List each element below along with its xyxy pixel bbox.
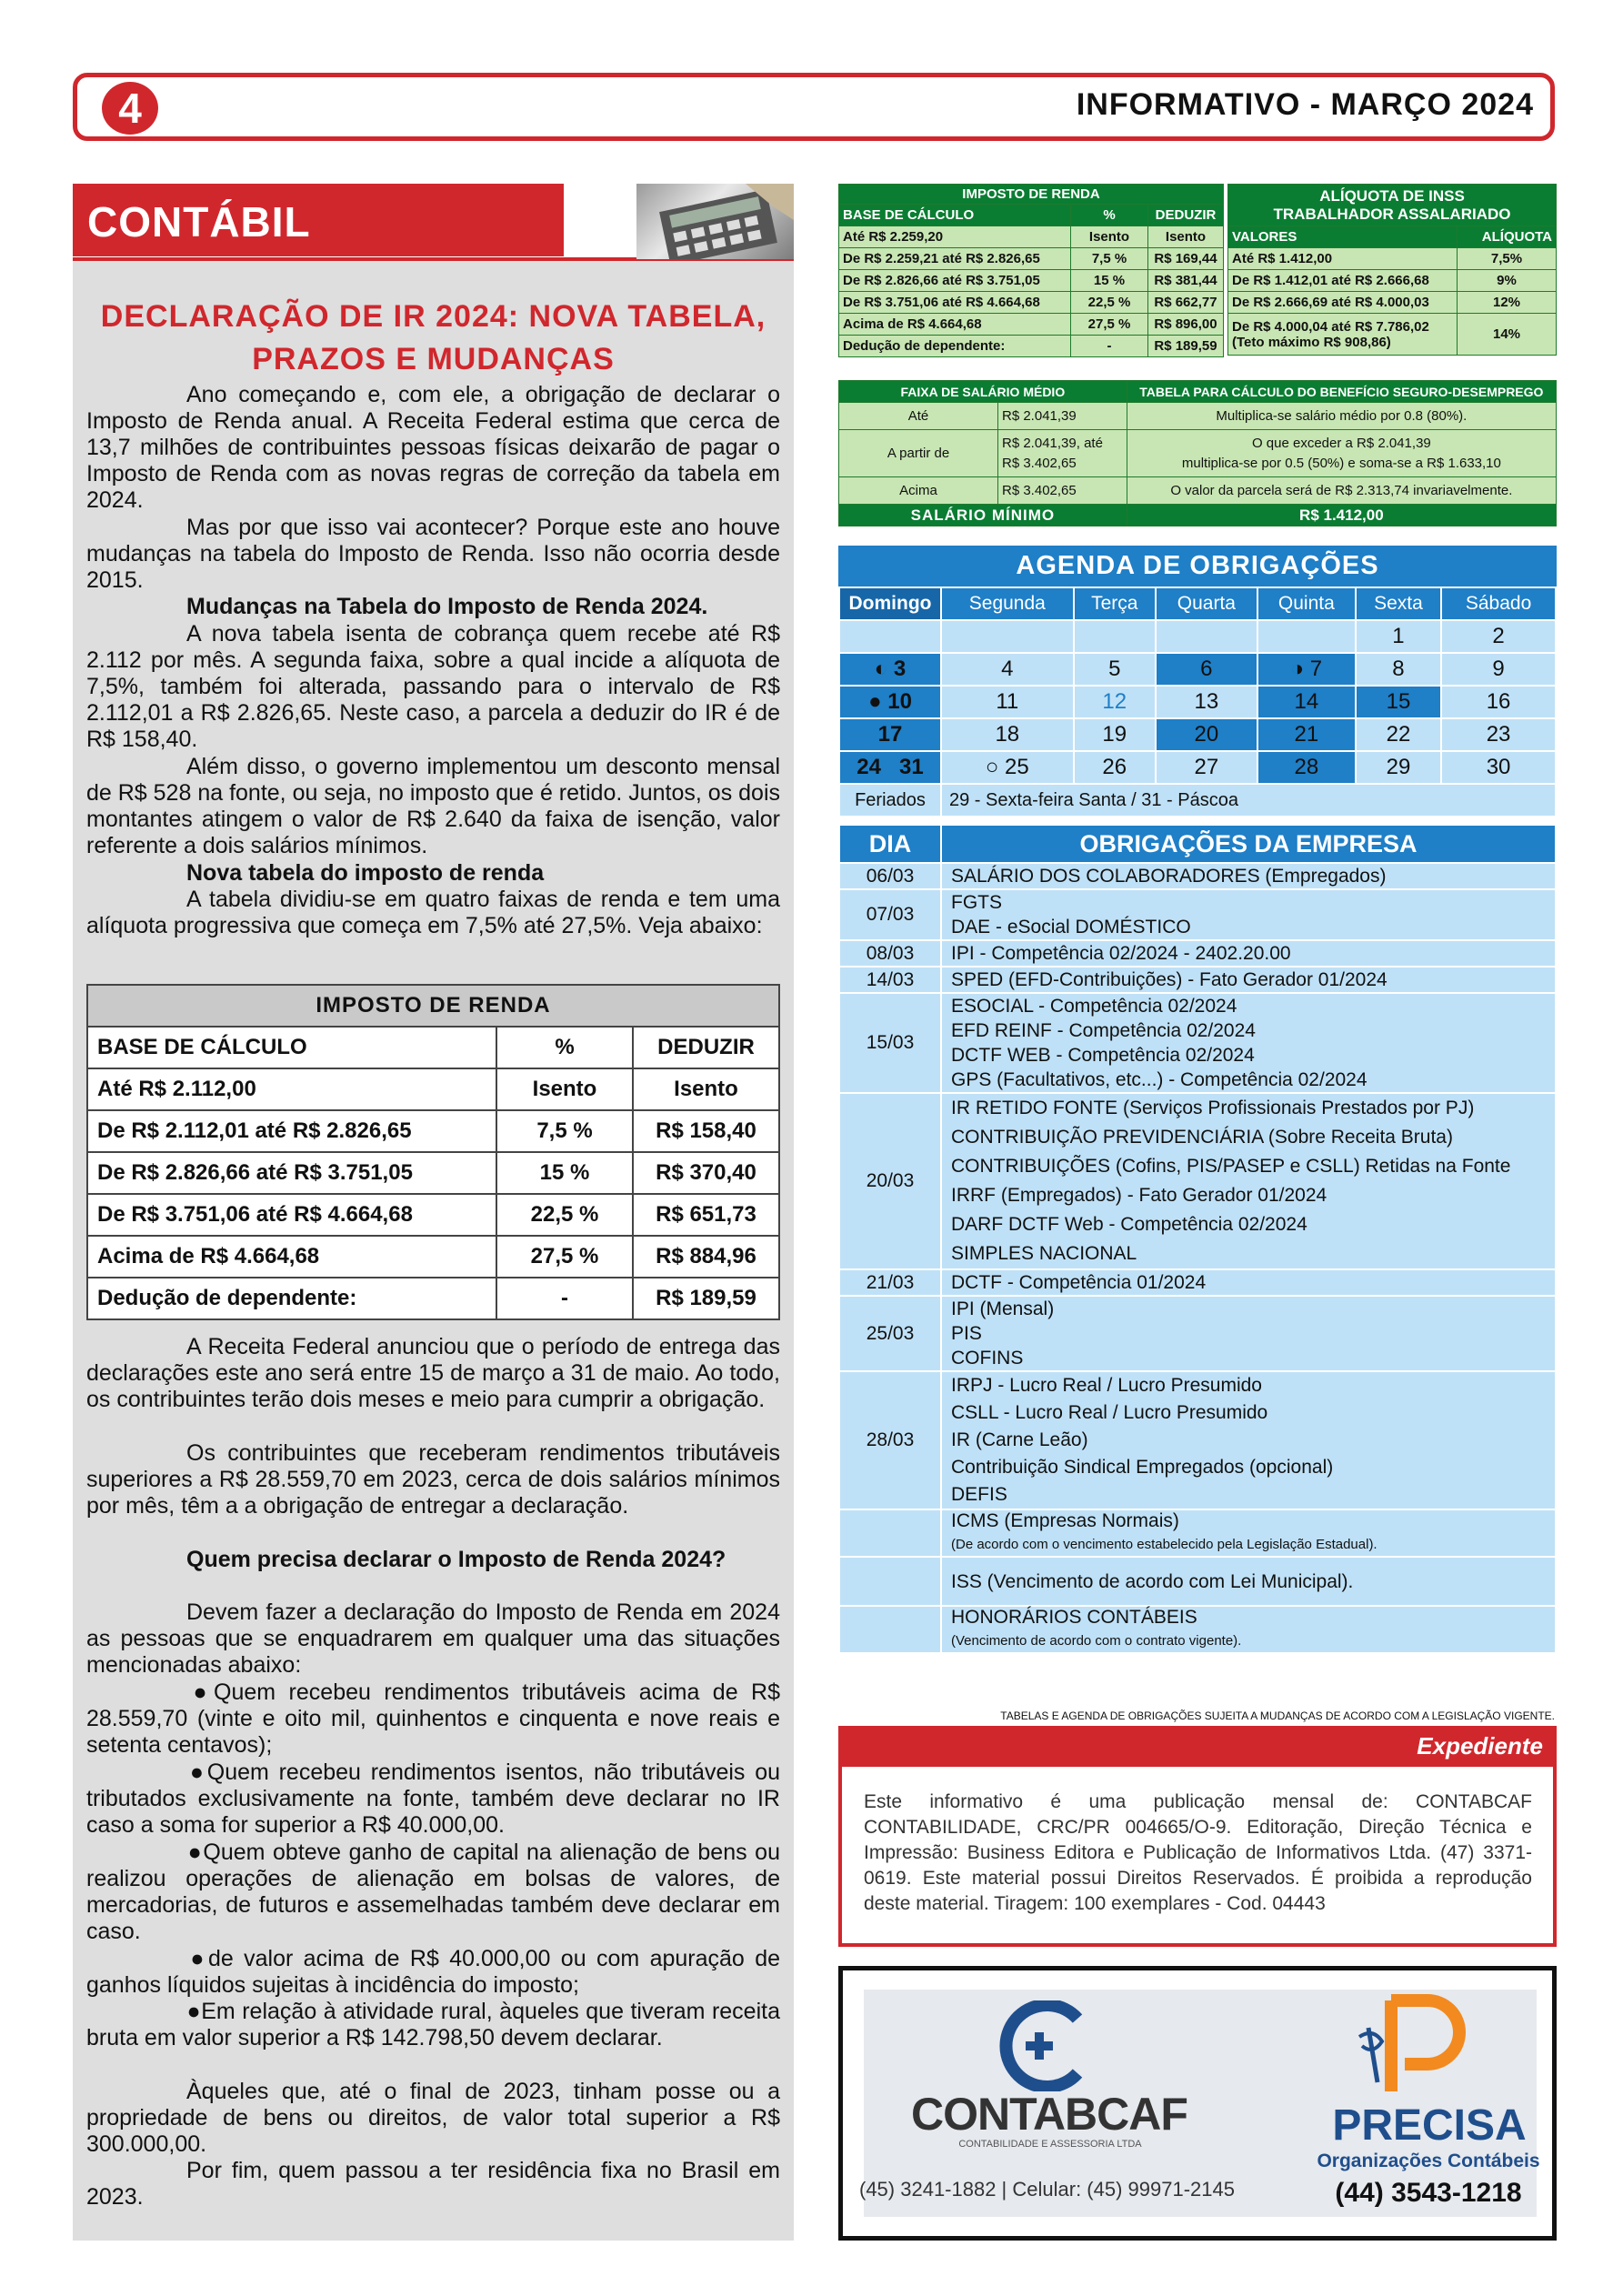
precisa-name: PRECISA: [1332, 2101, 1527, 2150]
article-paragraph: [86, 754, 780, 859]
contabcaf-logo-icon: [991, 2000, 1091, 2091]
obligation-item: ICMS (Empresas Normais): [951, 1510, 1179, 1531]
obligation-item: DEFIS: [951, 1484, 1007, 1505]
table-cell: Isento: [1148, 226, 1224, 248]
inss-title-line: TRABALHADOR ASSALARIADO: [1273, 205, 1511, 223]
calendar-day[interactable]: 6: [1156, 653, 1257, 686]
calendar-week: [839, 718, 1556, 751]
table-header: %: [496, 1027, 633, 1068]
paragraph-text: Ano começando e, com ele, a obrigação de declarar o Imposto de Renda anual. A Receita Federal estima que cerca de 13,7 milhões de contribuintes pessoas físicas deixarão de pagar o Imposto de Renda com as novas regras de correção da tabela em 2024.: [86, 382, 780, 513]
table-cell: -: [496, 1278, 633, 1319]
obligation-item: DARF DCTF Web - Competência 02/2024: [951, 1214, 1307, 1235]
list-item: [86, 1999, 780, 2051]
obligation-item: Contribuição Sindical Empregados (opcional): [951, 1457, 1334, 1478]
obligation-row: [839, 1509, 1556, 1557]
table-title: [1228, 185, 1557, 226]
calendar-day[interactable]: 30: [1441, 751, 1556, 784]
weekday-label: Terça: [1074, 587, 1156, 620]
list-item: [86, 1760, 780, 1839]
obligation-item: CONTRIBUIÇÕES (Cofins, PIS/PASEP e CSLL) Retidas na Fonte: [951, 1156, 1511, 1177]
table-cell: Até R$ 2.259,20: [839, 226, 1071, 248]
calendar-day[interactable]: 16: [1441, 686, 1556, 718]
table-cell: R$ 651,73: [633, 1194, 779, 1236]
calendar-day[interactable]: 12: [1074, 686, 1156, 718]
table-cell: De R$ 2.826,66 até R$ 3.751,05: [839, 270, 1071, 292]
bullet-text: ●Quem recebeu rendimentos isentos, não tributáveis ou tributados exclusivamente na fonte, também deve declarar no IR caso a soma for superior a R$ 40.000,00.: [86, 1760, 780, 1838]
obligations-header-title: OBRIGAÇÕES DA EMPRESA: [941, 825, 1556, 863]
contabcaf-subtitle: CONTABILIDADE E ASSESSORIA LTDA: [958, 2139, 1142, 2150]
obligation-item: COFINS: [951, 1348, 1024, 1369]
calculator-illustration: [636, 184, 794, 259]
table-cell: R$ 662,77: [1148, 292, 1224, 314]
subheading-text: Mudanças na Tabela do Imposto de Renda 2024.: [186, 594, 708, 619]
calendar-day[interactable]: [839, 620, 941, 653]
article-paragraph: [86, 2079, 780, 2158]
inss-range: De R$ 4.000,04 até R$ 7.786,02: [1232, 318, 1429, 335]
obligation-item: IPI (Mensal): [951, 1298, 1055, 1319]
obligation-date: 06/03: [839, 863, 941, 889]
table-cell: 7,5 %: [1071, 248, 1148, 270]
inss-note: (Teto máximo R$ 908,86): [1232, 334, 1391, 350]
page-number: 4: [102, 82, 158, 135]
table-cell: -: [1071, 336, 1148, 357]
paragraph-text: Àqueles que, até o final de 2023, tinham posse ou a propriedade de bens ou direitos, de valor total superior a R$ 300.000,00.: [86, 2079, 780, 2157]
table-cell: De R$ 1.412,01 até R$ 2.666,68: [1228, 270, 1458, 292]
agenda-title: AGENDA DE OBRIGAÇÕES: [838, 546, 1557, 587]
contabcaf-phone: (45) 3241-1882 | Celular: (45) 99971-2145: [859, 2178, 1235, 2201]
table-row: [839, 336, 1224, 357]
obligation-date: 15/03: [839, 993, 941, 1093]
table-cell: De R$ 3.751,06 até R$ 4.664,68: [87, 1194, 496, 1236]
range-line: R$ 2.041,39, até: [1002, 435, 1103, 451]
table-row: [839, 292, 1224, 314]
calendar-day[interactable]: 5: [1074, 653, 1156, 686]
table-cell: R$ 189,59: [1148, 336, 1224, 357]
paragraph-text: Além disso, o governo implementou um desconto mensal de R$ 528 na fonte, ou seja, no imposto que é retido. Juntos, os dois montantes atingem o valor de R$ 2.640 da faixa de isenção, valor referente a dois salários mínimos.: [86, 754, 781, 858]
holidays-text: 29 - Sexta-feira Santa / 31 - Páscoa: [941, 784, 1556, 817]
inss-table: [1227, 184, 1557, 356]
paragraph-text: Devem fazer a declaração do Imposto de Renda em 2024 as pessoas que se enquadrarem em qualquer uma das situações mencionadas abaixo:: [86, 1599, 780, 1678]
calendar-day[interactable]: 11: [941, 686, 1074, 718]
table-row: [1228, 270, 1557, 292]
table-cell: R$ 381,44: [1148, 270, 1224, 292]
table-row: [839, 270, 1224, 292]
obligation-item: HONORÁRIOS CONTÁBEIS: [951, 1607, 1197, 1628]
table-cell: R$ 189,59: [633, 1278, 779, 1319]
obligation-row: [839, 1269, 1556, 1296]
table-row: [87, 1278, 779, 1319]
article-title: DECLARAÇÃO DE IR 2024: NOVA TABELA, PRAZOS E MUDANÇAS: [100, 299, 766, 376]
table-row: [1228, 314, 1557, 356]
obligation-row: [839, 863, 1556, 889]
table-cell: R$ 169,44: [1148, 248, 1224, 270]
table-row: [87, 1110, 779, 1152]
paragraph-text: Mas por que isso vai acontecer? Porque este ano houve mudanças na tabela do Imposto de Renda. Isso não ocorria desde 2015.: [86, 515, 780, 593]
calendar-day[interactable]: 4: [941, 653, 1074, 686]
bullet-text: ●de valor acima de R$ 40.000,00 ou com apuração de ganhos líquidos sujeitas à incidência do imposto;: [86, 1946, 780, 1998]
table-header: DEDUZIR: [633, 1027, 779, 1068]
article-paragraph: [86, 2158, 780, 2211]
subheading-text: Quem precisa declarar o Imposto de Renda 2024?: [186, 1547, 726, 1572]
table-header: BASE DE CÁLCULO: [839, 205, 1071, 226]
calendar-day[interactable]: 18: [941, 718, 1074, 751]
table-row: [839, 248, 1224, 270]
range-line: R$ 3.402,65: [1002, 455, 1077, 471]
article-paragraph: [86, 1599, 780, 1679]
calendar-day[interactable]: ◑ 7: [1257, 653, 1356, 686]
obligation-date: 08/03: [839, 940, 941, 967]
calendar-day[interactable]: ◐ 3: [839, 653, 941, 686]
calendar-day[interactable]: 26: [1074, 751, 1156, 784]
table-cell: 22,5 %: [1071, 292, 1148, 314]
table-cell: R$ 884,96: [633, 1236, 779, 1278]
paragraph-text: A nova tabela isenta de cobrança quem recebe até R$ 2.112 por mês. A segunda faixa, sobre a qual incide a alíquota de 7,5%, também foi alterada, passando para o intervalo de R$ 2.112,01 a R$ 2.826,65. Neste caso, a parcela a deduzir do IR é de R$ 158,40.: [86, 621, 780, 752]
obligation-date: 20/03: [839, 1093, 941, 1269]
list-item: [86, 1946, 780, 1999]
calendar-day[interactable]: [1074, 620, 1156, 653]
table-cell: Até: [839, 403, 998, 430]
obligation-item: DAE - eSocial DOMÉSTICO: [951, 917, 1191, 937]
obligation-note: (Vencimento de acordo com o contrato vigente).: [951, 1633, 1242, 1649]
weekday-label: Sexta: [1356, 587, 1441, 620]
newsletter-title: INFORMATIVO - MARÇO 2024: [1076, 87, 1534, 122]
obligation-item: GPS (Facultativos, etc...) - Competência 02/2024: [951, 1069, 1368, 1090]
table-row: [1228, 292, 1557, 314]
table-cell: 7,5%: [1458, 248, 1557, 270]
bullet-text: ●Em relação à atividade rural, àqueles que tiveram receita bruta em valor superior a R$ 142.798,50 devem declarar.: [86, 1999, 780, 2050]
article-paragraph: [86, 382, 780, 514]
article-paragraph: [86, 1440, 780, 1519]
obligation-item: DCTF - Competência 01/2024: [941, 1269, 1556, 1296]
table-cell: [1228, 314, 1458, 356]
obligation-items: [941, 1606, 1556, 1653]
obligation-date: 14/03: [839, 967, 941, 993]
article-subheading: [86, 1547, 780, 1573]
table-cell: [998, 430, 1127, 477]
calendar-table: [838, 587, 1557, 817]
table-cell: O valor da parcela será de R$ 2.313,74 invariavelmente.: [1127, 477, 1556, 505]
table-header: ALÍQUOTA: [1458, 226, 1557, 248]
table-cell: R$ 370,40: [633, 1152, 779, 1194]
obligation-item: IR (Carne Leão): [951, 1429, 1088, 1450]
weekday-label: Sábado: [1441, 587, 1556, 620]
weekday-label: Segunda: [941, 587, 1074, 620]
obligation-row: [839, 1093, 1556, 1269]
calendar-header: [839, 587, 1556, 620]
precisa-logo-icon: [1355, 1991, 1473, 2099]
table-cell: R$ 158,40: [633, 1110, 779, 1152]
table-row: [839, 430, 1557, 477]
table-header: FAIXA DE SALÁRIO MÉDIO: [839, 381, 1127, 403]
table-row: [87, 1236, 779, 1278]
expediente-title: Expediente: [1417, 1732, 1543, 1760]
obligation-item: SALÁRIO DOS COLABORADORES (Empregados): [941, 863, 1556, 889]
table-header: DEDUZIR: [1148, 205, 1224, 226]
minimum-wage-label: SALÁRIO MÍNIMO: [839, 505, 1127, 526]
calendar-day[interactable]: 2: [1441, 620, 1556, 653]
calendar-day[interactable]: 19: [1074, 718, 1156, 751]
table-cell: R$ 3.402,65: [998, 477, 1127, 505]
obligation-items: [941, 993, 1556, 1093]
calendar-day[interactable]: [1257, 620, 1356, 653]
table-cell: Até R$ 2.112,00: [87, 1068, 496, 1110]
rule-line: O que exceder a R$ 2.041,39: [1251, 435, 1431, 451]
obligation-item: DCTF WEB - Competência 02/2024: [951, 1045, 1255, 1066]
calendar-day[interactable]: [941, 620, 1074, 653]
holidays-row: [839, 784, 1556, 817]
table-title: IMPOSTO DE RENDA: [839, 185, 1224, 205]
calendar-week: [839, 653, 1556, 686]
obligation-date: 28/03: [839, 1371, 941, 1509]
income-tax-table: [86, 984, 780, 1320]
weekday-label: Domingo: [839, 587, 941, 620]
table-row: [87, 1194, 779, 1236]
bullet-text: ●Quem recebeu rendimentos tributáveis acima de R$ 28.559,70 (vinte e oito mil, quinhentos e cinquenta e nove reais e setenta centavos);: [86, 1679, 780, 1758]
table-header-row: [839, 205, 1224, 226]
obligation-item: PIS: [951, 1323, 982, 1344]
obligation-item: EFD REINF - Competência 02/2024: [951, 1020, 1256, 1041]
table-cell: 9%: [1458, 270, 1557, 292]
obligation-item: FGTS: [951, 892, 1002, 913]
table-cell: Dedução de dependente:: [87, 1278, 496, 1319]
table-header: TABELA PARA CÁLCULO DO BENEFÍCIO SEGURO-DESEMPREGO: [1127, 381, 1556, 403]
day-header: DIA: [839, 825, 941, 863]
table-cell: Acima de R$ 4.664,68: [87, 1236, 496, 1278]
disclaimer: TABELAS E AGENDA DE OBRIGAÇÕES SUJEITA A MUDANÇAS DE ACORDO COM A LEGISLAÇÃO VIGENTE.: [1000, 1709, 1555, 1722]
obligation-items: [941, 1296, 1556, 1371]
obligation-date: 21/03: [839, 1269, 941, 1296]
precisa-phone: (44) 3543-1218: [1335, 2178, 1522, 2208]
calendar-day[interactable]: 20: [1156, 718, 1257, 751]
obligation-items: [941, 1093, 1556, 1269]
table-cell: 14%: [1458, 314, 1557, 356]
section-label: CONTÁBIL: [73, 184, 564, 256]
table-cell: De R$ 2.826,66 até R$ 3.751,05: [87, 1152, 496, 1194]
weekday-label: Quarta: [1156, 587, 1257, 620]
obligation-item: CONTRIBUIÇÃO PREVIDENCIÁRIA (Sobre Receita Bruta): [951, 1127, 1453, 1148]
obligation-items: [941, 889, 1556, 940]
table-cell: De R$ 2.259,21 até R$ 2.826,65: [839, 248, 1071, 270]
precisa-emblem: [1355, 1991, 1473, 2099]
article-paragraph: [86, 515, 780, 594]
obligation-items: [941, 1371, 1556, 1509]
calendar-day[interactable]: 27: [1156, 751, 1257, 784]
calendar-day[interactable]: 23: [1441, 718, 1556, 751]
precisa-subtitle: Organizações Contábeis: [1317, 2151, 1540, 2171]
obligations-header: [839, 825, 1556, 863]
table-cell: 27,5 %: [496, 1236, 633, 1278]
article-subheading: [86, 860, 780, 887]
subheading-text: Nova tabela do imposto de renda: [186, 860, 545, 886]
table-cell: A partir de: [839, 430, 998, 477]
table-cell: 15 %: [1071, 270, 1148, 292]
list-item: [86, 1840, 780, 1945]
table-row: [839, 477, 1557, 505]
expediente-text: Este informativo é uma publicação mensal de: CONTABCAF CONTABILIDADE, CRC/PR 004665/O-9. Editoração, Direção Técnica e Impressão: Business Editora e Publicação de Informativos Ltda. (47) 3371-0619. Este material possui Direitos Reservados. É proibida a reprodução deste material. Tiragem: 100 exemplares - Cod. 04443: [864, 1791, 1532, 1914]
obligation-item: SPED (EFD-Contribuições) - Fato Gerador 01/2024: [941, 967, 1556, 993]
calendar-day[interactable]: 28: [1257, 751, 1356, 784]
contabcaf-emblem: [991, 2000, 1091, 2091]
table-row: [87, 1152, 779, 1194]
obligation-note: (De acordo com o vencimento estabelecido pela Legislação Estadual).: [951, 1537, 1378, 1552]
table-cell: Multiplica-se salário médio por 0.8 (80%).: [1127, 403, 1556, 430]
calendar-day[interactable]: 8: [1356, 653, 1441, 686]
paragraph-text: Por fim, quem passou a ter residência fixa no Brasil em 2023.: [86, 2158, 780, 2210]
obligation-date: 25/03: [839, 1296, 941, 1371]
weekday-label: Quinta: [1257, 587, 1356, 620]
table-header: BASE DE CÁLCULO: [87, 1027, 496, 1068]
article-paragraph: [86, 1334, 780, 1413]
article-paragraph: [86, 887, 780, 939]
obligation-row: [839, 1606, 1556, 1653]
obligation-row: [839, 967, 1556, 993]
obligation-date: 07/03: [839, 889, 941, 940]
article-subheading: [86, 594, 780, 620]
obligation-row: [839, 889, 1556, 940]
table-cell: De R$ 2.112,01 até R$ 2.826,65: [87, 1110, 496, 1152]
obligation-item: IRRF (Empregados) - Fato Gerador 01/2024: [951, 1185, 1327, 1206]
obligation-item: CSLL - Lucro Real / Lucro Presumido: [951, 1402, 1268, 1423]
table-title: IMPOSTO DE RENDA: [87, 985, 779, 1027]
obligation-item: IR RETIDO FONTE (Serviços Profissionais Prestados por PJ): [951, 1098, 1475, 1118]
table-cell: 7,5 %: [496, 1110, 633, 1152]
list-item: [86, 1679, 780, 1759]
table-row: [839, 314, 1224, 336]
table-cell: [1127, 430, 1556, 477]
table-cell: 22,5 %: [496, 1194, 633, 1236]
calendar-day[interactable]: 9: [1441, 653, 1556, 686]
holidays-label: Feriados: [839, 784, 941, 817]
paragraph-text: A tabela dividiu-se em quatro faixas de renda e tem uma alíquota progressiva que começa em 7,5% até 27,5%. Veja abaixo:: [86, 887, 780, 938]
obligation-row: [839, 1557, 1556, 1606]
obligations-table: [838, 824, 1557, 1654]
bullet-text: ●Quem obteve ganho de capital na alienação de bens ou realizou operações de alienação em bolsas de valores, de mercadorias, de futuros e assemelhadas também deve declarar em caso.: [86, 1840, 780, 1944]
calendar-day[interactable]: ○ 25: [941, 751, 1074, 784]
table-row: [87, 1068, 779, 1110]
table-cell: 15 %: [496, 1152, 633, 1194]
calendar-day[interactable]: 22: [1356, 718, 1441, 751]
obligation-items: [941, 1509, 1556, 1557]
calendar-day[interactable]: 24 31: [839, 751, 941, 784]
rule-line: multiplica-se por 0.5 (50%) e soma-se a R$ 1.633,10: [1181, 455, 1501, 471]
obligation-item: IPI - Competência 02/2024 - 2402.20.00: [941, 940, 1556, 967]
calendar-day[interactable]: 17: [839, 718, 941, 751]
calendar-day[interactable]: ● 10: [839, 686, 941, 718]
table-cell: 12%: [1458, 292, 1557, 314]
table-cell: Dedução de dependente:: [839, 336, 1071, 357]
calendar-day[interactable]: 21: [1257, 718, 1356, 751]
table-row: [839, 226, 1224, 248]
minimum-wage-value: R$ 1.412,00: [1127, 505, 1556, 526]
table-header: %: [1071, 205, 1148, 226]
table-cell: R$ 2.041,39: [998, 403, 1127, 430]
table-cell: Isento: [1071, 226, 1148, 248]
table-cell: Acima: [839, 477, 998, 505]
calendar-day[interactable]: 13: [1156, 686, 1257, 718]
paragraph-text: Os contribuintes que receberam rendimentos tributáveis superiores a R$ 28.559,70 em 2023, cerca de dois salários mínimos por mês, têm a a obrigação de entregar a declaração.: [86, 1440, 780, 1519]
obligation-item: ESOCIAL - Competência 02/2024: [951, 996, 1237, 1017]
table-cell: Até R$ 1.412,00: [1228, 248, 1458, 270]
article-paragraph: [86, 621, 780, 753]
calendar-day[interactable]: [1156, 620, 1257, 653]
table-cell: Isento: [496, 1068, 633, 1110]
ir-small-table: [838, 184, 1224, 357]
contabcaf-name: CONTABCAF: [911, 2089, 1187, 2140]
obligation-row: [839, 1371, 1556, 1509]
calendar-week: [839, 686, 1556, 718]
table-cell: De R$ 2.666,69 até R$ 4.000,03: [1228, 292, 1458, 314]
obligation-row: [839, 940, 1556, 967]
calendar-day[interactable]: 1: [1356, 620, 1441, 653]
table-row: [1228, 248, 1557, 270]
calendar-day[interactable]: 15: [1356, 686, 1441, 718]
table-cell: Isento: [633, 1068, 779, 1110]
table-header: VALORES: [1228, 226, 1458, 248]
unemployment-table: [838, 380, 1557, 526]
calendar-day[interactable]: 14: [1257, 686, 1356, 718]
obligation-row: [839, 993, 1556, 1093]
obligation-item: IRPJ - Lucro Real / Lucro Presumido: [951, 1375, 1262, 1396]
obligation-item: ISS (Vencimento de acordo com Lei Municipal).: [941, 1557, 1556, 1606]
paragraph-text: A Receita Federal anunciou que o período de entrega das declarações este ano será entre 15 de março a 31 de maio. Ao todo, os contribuintes terão dois meses e meio para cumprir a obrigação.: [86, 1334, 780, 1412]
table-cell: R$ 896,00: [1148, 314, 1224, 336]
table-row: [839, 403, 1557, 430]
table-cell: Acima de R$ 4.664,68: [839, 314, 1071, 336]
calendar-day[interactable]: 29: [1356, 751, 1441, 784]
table-cell: 27,5 %: [1071, 314, 1148, 336]
calculator-image: [636, 184, 794, 259]
obligation-row: [839, 1296, 1556, 1371]
obligation-item: SIMPLES NACIONAL: [951, 1243, 1137, 1264]
calendar-week: [839, 620, 1556, 653]
table-cell: De R$ 3.751,06 até R$ 4.664,68: [839, 292, 1071, 314]
calendar-week: [839, 751, 1556, 784]
inss-title-line: ALÍQUOTA DE INSS: [1319, 186, 1465, 205]
